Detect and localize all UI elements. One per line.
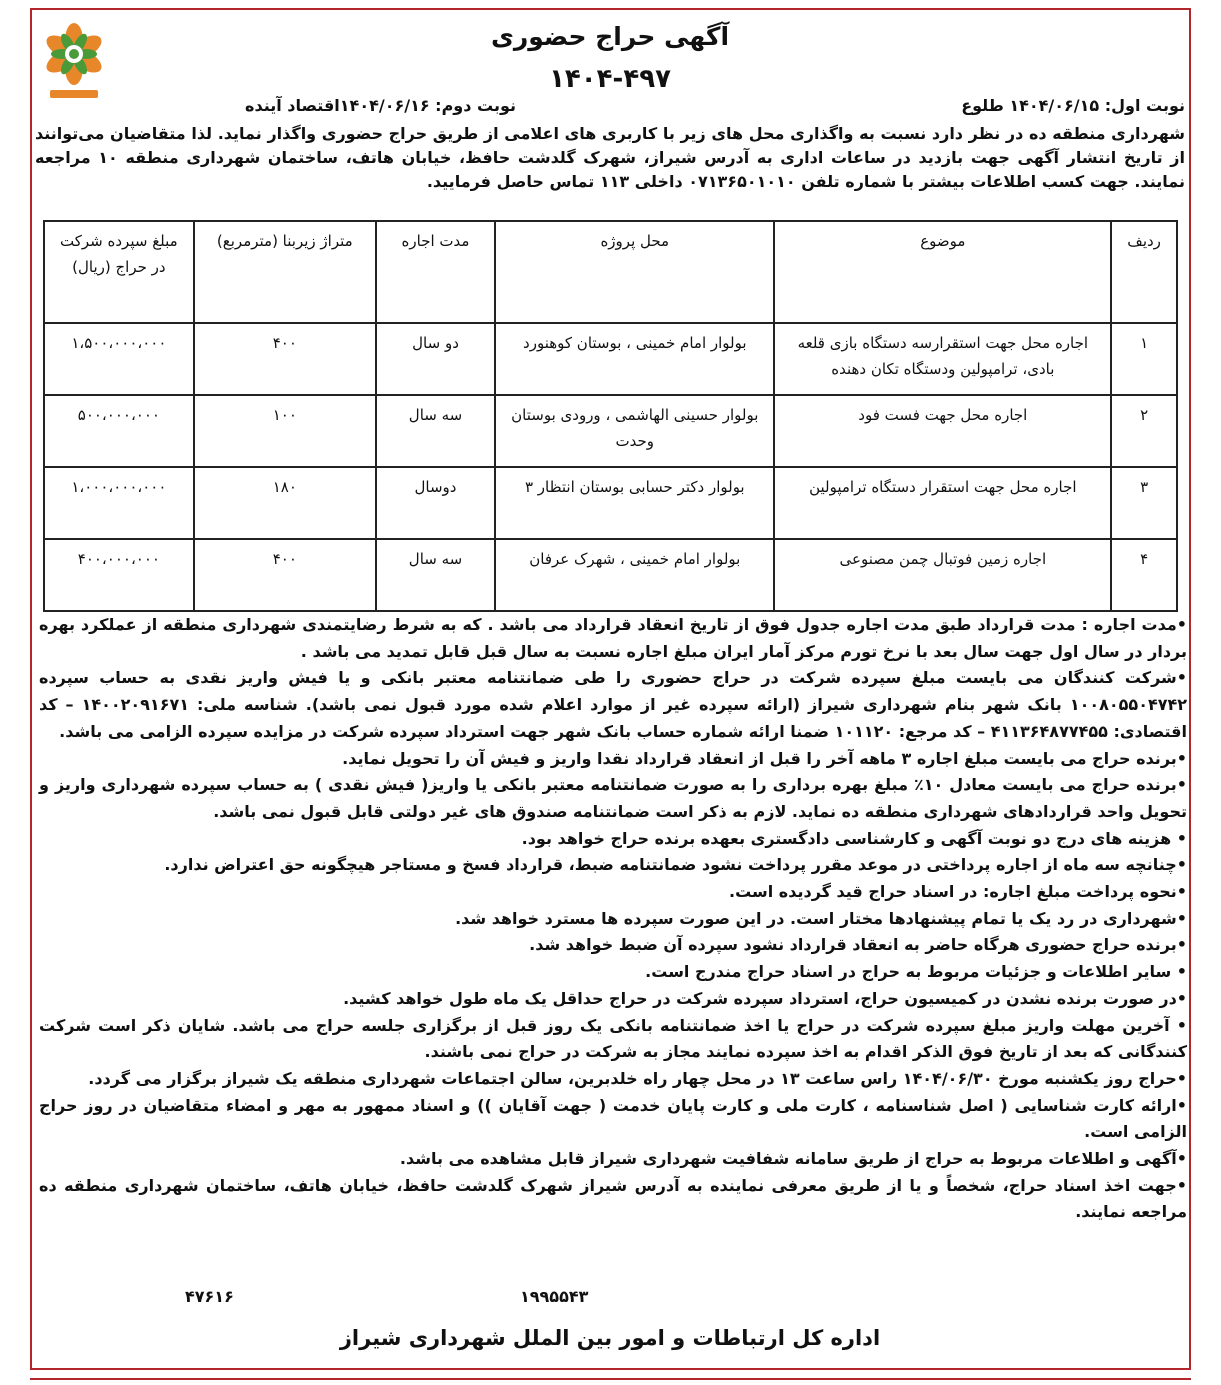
condition-item: •جهت اخذ اسناد حراج، شخصاً و یا از طریق معرفی نماینده به آدرس شیراز شهرک گلدشت حافظ، خیابان هاتف، ساختمان شهرداری منطقه ده مراجعه نمایند.	[39, 1175, 1187, 1222]
cell-row: ۱	[1111, 323, 1177, 395]
cell-subject: اجاره زمین فوتبال چمن مصنوعی	[774, 539, 1111, 611]
cell-location: بولوار امام خمینی ، بوستان کوهنورد	[495, 323, 774, 395]
condition-item: • سایر اطلاعات و جزئیات مربوط به حراج در اسناد حراج مندرج است.	[645, 962, 1187, 982]
table-row	[44, 395, 1177, 467]
cell-row: ۴	[1111, 539, 1177, 611]
code-middle: ۱۹۹۵۵۴۳	[520, 1287, 589, 1306]
condition-item: • آخرین مهلت واریز مبلغ سپرده شرکت در حراج یا اخذ ضمانتنامه بانکی یک روز قبل از برگزاری جلسه حراج می باشد. شایان ذکر است شرکت کنندگانی که بعد از تاریخ فوق الذکر اقدام به اخذ سپرده نمایند مجاز به شرکت در حراج نمی باشند.	[39, 1015, 1187, 1062]
condition-item: •در صورت برنده نشدن در کمیسیون حراج، استرداد سپرده شرکت در حراج حداقل یک ماه طول خواهد کشید.	[343, 988, 1187, 1008]
col-location-header: محل پروژه	[495, 221, 774, 323]
condition-item: •شهرداری در رد یک یا تمام پیشنهادها مختار است. در این صورت سپرده ها مسترد خواهد شد.	[455, 908, 1187, 928]
cell-area: ۴۰۰	[194, 323, 376, 395]
footer-signature: اداره کل ارتباطات و امور بین الملل شهرداری شیراز	[339, 1326, 881, 1350]
col-row-header: ردیف	[1111, 221, 1177, 323]
code-left: ۴۷۶۱۶	[185, 1287, 234, 1306]
cell-deposit: ۱،۰۰۰،۰۰۰،۰۰۰	[44, 467, 194, 539]
cell-row: ۳	[1111, 467, 1177, 539]
cell-deposit: ۴۰۰،۰۰۰،۰۰۰	[44, 539, 194, 611]
col-area-header: متراژ زیربنا (مترمربع)	[194, 221, 376, 323]
condition-item: •آگهی و اطلاعات مربوط به حراج از طریق سامانه شفافیت شهرداری شیراز قابل مشاهده می باشد.	[399, 1149, 1187, 1169]
cell-location: بولوار دکتر حسابی بوستان انتظار ۳	[495, 467, 774, 539]
table-header-row	[44, 221, 1177, 323]
condition-item: •برنده حراج می بایست معادل ۱۰٪ مبلغ بهره برداری را به صورت ضمانتنامه معتبر بانکی یا واریز( فیش نقدی ) به حساب سپرده شهرداری واریز و تحویل واحد قراردادهای شهرداری منطقه ده نماید. لازم به ذکر است ضمانتنامه صندوق های غیر دولتی قابل قبول نمی باشد.	[39, 775, 1187, 821]
cell-duration: سه سال	[376, 539, 495, 611]
intro-paragraph: شهرداری منطقه ده در نظر دارد نسبت به واگذاری محل های زیر با کاربری های اعلامی از طریق حراج حضوری واگذار نماید. لذا متقاضیان می‌توانند از تاریخ انتشار آگهی جهت بازدید در ساعات اداری به آدرس شیراز، شهرک گلدشت حافظ، خیابان هاتف، ساختمان شهرداری منطقه ۱۰ مراجعه نمایند. جهت کسب اطلاعات بیشتر با شماره تلفن ۰۷۱۳۶۵۰۱۰۱۰ داخلی ۱۱۳ تماس حاصل فرمایید.	[35, 124, 1186, 191]
condition-item: •برنده حراج می بایست مبلغ اجاره ۳ ماهه آخر را قبل از انعقاد قرارداد نقدا واریز و فیش آن را تحویل نماید.	[342, 748, 1187, 768]
cell-area: ۱۸۰	[194, 467, 376, 539]
bottom-divider	[30, 1378, 1191, 1380]
condition-item: • هزینه های درج دو نوبت آگهی و کارشناسی دادگستری بعهده برنده حراج خواهد بود.	[521, 828, 1187, 848]
ad-title: آگهی حراج حضوری	[490, 22, 730, 51]
col-subject-header: موضوع	[774, 221, 1111, 323]
cell-location: بولوار حسینی الهاشمی ، ورودی بوستان وحدت	[495, 395, 774, 467]
cell-subject: اجاره محل جهت استقرار دستگاه ترامپولین	[774, 467, 1111, 539]
table-row	[44, 467, 1177, 539]
shiraz-municipality-logo-icon	[42, 22, 106, 104]
cell-subject: اجاره محل جهت استقرارسه دستگاه بازی قلعه بادی، ترامپولین ودستگاه تکان دهنده	[774, 323, 1111, 395]
cell-area: ۴۰۰	[194, 539, 376, 611]
cell-duration: سه سال	[376, 395, 495, 467]
condition-item: •نحوه پرداخت مبلغ اجاره: در اسناد حراج قید گردیده است.	[728, 882, 1187, 902]
cell-duration: دوسال	[376, 467, 495, 539]
cell-deposit: ۱،۵۰۰،۰۰۰،۰۰۰	[44, 323, 194, 395]
condition-item: •شرکت کنندگان می بایست مبلغ سپرده شرکت در حراج حضوری را طی ضمانتنامه معتبر بانکی و یا فیش واریز نقدی به حساب سپرده ۱۰۰۸۰۵۵۰۴۷۴۲ بانک شهر بنام شهرداری شیراز (ارائه سپرده غیر از موارد اعلام شده مورد قبول نمی باشد). شناسه ملی: ۱۴۰۰۲۰۹۱۶۷۱ – کد اقتصادی: ۴۱۱۳۶۴۸۷۷۴۵۵ – کد مرجع: ۱۰۱۱۲۰ ضمنا ارائه شماره حساب بانک شهر جهت استرداد سپرده شرکت در مزایده سپرده الزامی می باشد.	[39, 668, 1188, 741]
cell-area: ۱۰۰	[194, 395, 376, 467]
cell-row: ۲	[1111, 395, 1177, 467]
condition-item: •برنده حراج حضوری هرگاه حاضر به انعقاد قرارداد نشود سپرده آن ضبط خواهد شد.	[529, 935, 1187, 955]
cell-subject: اجاره محل جهت فست فود	[774, 395, 1111, 467]
first-publication: نوبت اول: ۱۴۰۴/۰۶/۱۵ طلوع	[961, 96, 1185, 115]
conditions-list	[39, 612, 1187, 1226]
cell-duration: دو سال	[376, 323, 495, 395]
cell-deposit: ۵۰۰،۰۰۰،۰۰۰	[44, 395, 194, 467]
condition-item: •مدت اجاره : مدت قرارداد طبق مدت اجاره جدول فوق از تاریخ انعقاد قرارداد می باشد . که به شرط رضایتمندی شهرداری منطقه از عملکرد بهره بردار در سال اول جهت سال بعد با نرخ تورم مرکز آمار ایران مبلغ اجاره نسبت به سال قبل قابل تمدید می باشد .	[39, 615, 1187, 661]
items-table	[43, 220, 1178, 612]
condition-item: •حراج روز یکشنبه مورخ ۱۴۰۴/۰۶/۳۰ راس ساعت ۱۳ در محل چهار راه خلدبرین، سالن اجتماعات شهرداری منطقه یک شیراز برگزار می گردد.	[88, 1068, 1187, 1088]
table-row	[44, 323, 1177, 395]
cell-location: بولوار امام خمینی ، شهرک عرفان	[495, 539, 774, 611]
condition-item: •چنانچه سه ماه از اجاره پرداختی در موعد مقرر پرداخت نشود ضمانتنامه ضبط، قرارداد فسخ و مستاجر هیچگونه حق اعتراض ندارد.	[164, 855, 1187, 875]
table-row	[44, 539, 1177, 611]
condition-item: •ارائه کارت شناسایی ( اصل شناسنامه ، کارت ملی و کارت پایان خدمت ( جهت آقایان )) و اسناد ممهور به مهر و امضاء متقاضیان در روز حراج الزامی است.	[39, 1095, 1187, 1142]
second-publication: نوبت دوم: ۱۴۰۴/۰۶/۱۶اقتصاد آینده	[245, 96, 516, 115]
col-deposit-header: مبلغ سپرده شرکت در حراج (ریال)	[44, 221, 194, 323]
col-duration-header: مدت اجاره	[376, 221, 495, 323]
ad-number: ۱۴۰۴-۴۹۷	[549, 64, 671, 94]
